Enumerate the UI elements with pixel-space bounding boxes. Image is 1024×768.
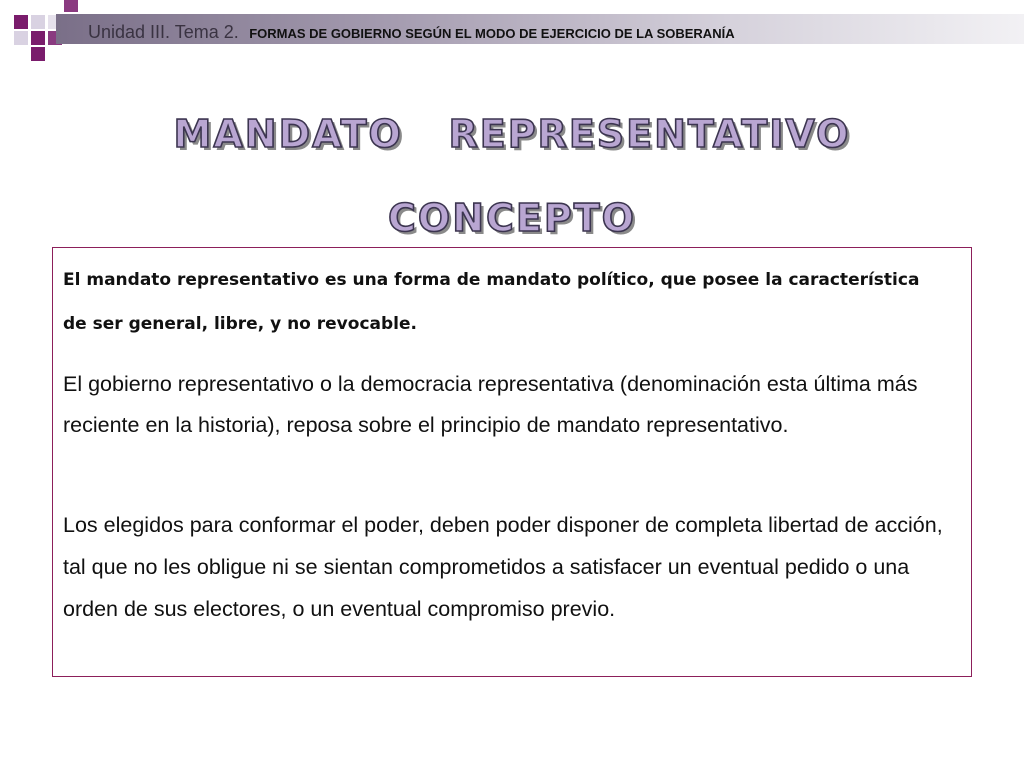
decor-square xyxy=(31,15,45,29)
decor-square xyxy=(31,31,45,45)
content-box xyxy=(52,247,972,677)
slide-subtitle: CONCEPTO xyxy=(388,196,636,240)
decor-square xyxy=(48,15,56,29)
paragraph-principle: El gobierno representativo o la democracia representativa (denominación esta última más reciente en la historia), reposa sobre el principio de mandato representativo. xyxy=(63,372,918,437)
header-title: FORMAS DE GOBIERNO SEGÚN EL MODO DE EJERCICIO DE LA SOBERANÍA xyxy=(249,26,735,41)
decor-square xyxy=(31,47,45,61)
decor-square xyxy=(14,15,28,29)
decor-square xyxy=(64,0,78,12)
header-unit: Unidad III. Tema 2. xyxy=(88,22,239,42)
slide-title: MANDATO REPRESENTATIVO xyxy=(173,112,851,156)
paragraph-definition: El mandato representativo es una forma de mandato político, que posee la característica de ser general, libre, y no revocable. xyxy=(63,270,920,334)
header xyxy=(88,22,735,43)
decor-square xyxy=(14,31,28,45)
paragraph-freedom: Los elegidos para conformar el poder, deben poder disponer de completa libertad de acción, tal que no les obligue ni se sientan comprometidos a satisfacer un eventual pedido o una orden de sus electores, o un eventual compromiso previo. xyxy=(63,513,943,621)
